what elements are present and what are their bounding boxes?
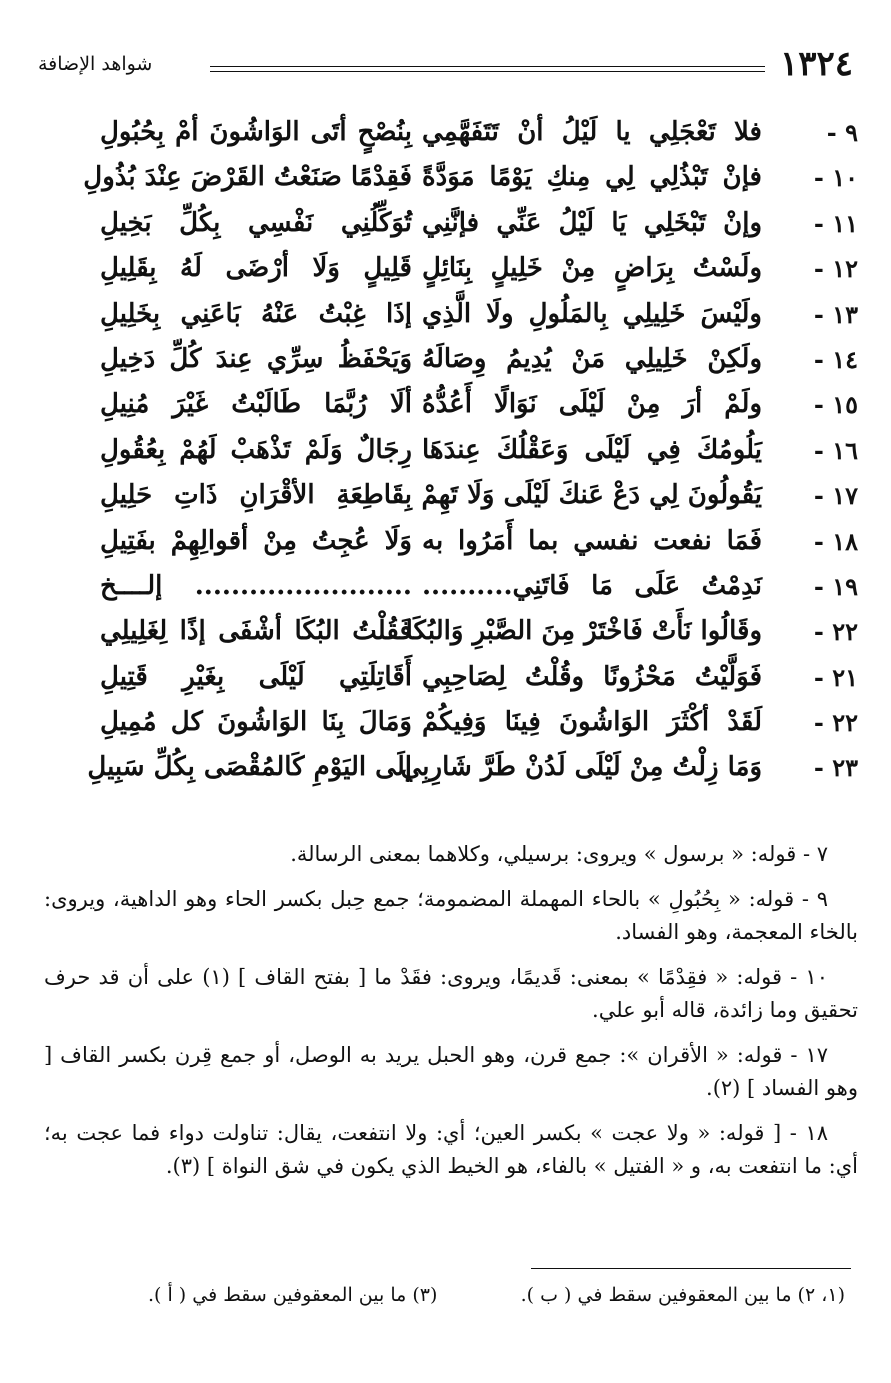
verse-number: ١٧ - bbox=[813, 481, 858, 511]
commentary-note: ٧ - قوله: « برسول » ويروى: برسيلي، وكلاهما بمعنى الرسالة. bbox=[290, 842, 828, 866]
verse-first-hemistich: ولَكِنْ خَلِيلِي مَنْ يُدِيمُ وِصَالَهُ bbox=[422, 343, 762, 374]
commentary-note: ١٧ - قوله: « الأقران »: جمع قرن، وهو الحبل يريد به الوصل، أو جمع قِرن بكسر القاف [ وهو الفساد ] (٢). bbox=[44, 1043, 858, 1100]
verse-row bbox=[40, 473, 858, 518]
verse-first-hemistich: فلا تَعْجَلِي يا لَيْلُ أنْ تَتَفَهَّمِي bbox=[422, 117, 762, 147]
commentary-note: ١٠ - قوله: « فقِدْمًا » بمعنى: قَديمًا، ويروى: فقَدْ ما [ بفتح القاف ] (١) على أن قد حرف تحقيق وما زائدة، قاله أبو علي. bbox=[44, 965, 858, 1022]
verse-row bbox=[40, 246, 858, 291]
verse-second-hemistich: فَقُلْتُ البُكَا أشْفَى إذًا لِغَلِيلِي bbox=[100, 616, 412, 647]
verse-second-hemistich: بِقَاطِعَةِ الأقْرَانِ ذَاتِ حَلِيلِ bbox=[100, 480, 412, 511]
verse-first-hemistich: فإنْ تَبْذُلِي لِي مِنكِ يَوْمًا مَوَدَّةً bbox=[422, 162, 762, 193]
verse-second-hemistich: رِجَالٌ وَلَمْ تَذْهَبْ لَهُمْ بِعُقُولِ bbox=[100, 434, 412, 465]
verse-number: ١٤ - bbox=[813, 344, 858, 374]
verse-second-hemistich: ألَا رُبَّمَا طَالَبْتُ غَيْرَ مُنِيلِ bbox=[100, 389, 412, 420]
verse-second-hemistich: إذَا غِبْتُ عَنْهُ بَاعَنِي بِخَلِيلِ bbox=[100, 298, 412, 329]
footnote: (٣) ما بين المعقوفين سقط في ( أ ). bbox=[148, 1284, 438, 1306]
running-title: شواهد الإضافة bbox=[38, 53, 153, 75]
verse-number: ٢٢ - bbox=[813, 617, 858, 647]
verse-row bbox=[40, 337, 858, 382]
footnote-separator bbox=[531, 1268, 851, 1269]
verse-number: ١٣ - bbox=[813, 299, 858, 329]
verse-row bbox=[40, 292, 858, 337]
verse-row bbox=[40, 428, 858, 473]
verse-number: ١٨ - bbox=[813, 526, 858, 556]
commentary-note: ٩ - قوله: « بِحُبُولِ » بالحاء المهملة المضمومة؛ جمع حِبل بكسر الحاء وهو الداهية، ويروى: بالخاء المعجمة، وهو الفساد. bbox=[44, 887, 858, 944]
verse-row bbox=[40, 655, 858, 700]
verse-row bbox=[40, 700, 858, 745]
verse-number: ٢٣ - bbox=[813, 753, 858, 783]
verse-first-hemistich: يَلُومُكَ فِي لَيْلَى وَعَقْلُكَ عِندَهَا bbox=[422, 434, 762, 465]
verse-row bbox=[40, 609, 858, 654]
verse-second-hemistich: تُوَكِّلُنِي نَفْسِي بِكُلِّ بَخِيلِ bbox=[100, 207, 412, 238]
page-number: ١٣٢٤ bbox=[779, 44, 853, 84]
verse-second-hemistich: وَلَا عُجِتُ مِنْ أقوالِهِمْ بفَتِيلِ bbox=[100, 525, 412, 556]
verse-number: ١٠ - bbox=[813, 163, 858, 193]
verse-number: ١٦ - bbox=[813, 435, 858, 465]
verse-first-hemistich: فَوَلَّيْتُ مَحْزُونًا وقُلْتُ لِصَاحِبِي bbox=[422, 661, 762, 692]
verse-second-hemistich: وَمَالَ بِنَا الوَاشُونَ كل مُمِيلِ bbox=[100, 707, 412, 738]
verse-first-hemistich: وقَالُوا نَأَتْ فَاخْتَرْ مِنَ الصَّبْرِ وَالبُكَا bbox=[405, 616, 762, 647]
verse-first-hemistich: ولَمْ أرَ مِنْ لَيْلَى نَوَالًا أَعُدُّهُ bbox=[422, 389, 762, 420]
verse-first-hemistich: وَمَا زِلْتُ مِنْ لَيْلَى لَدُنْ طَرَّ شَارِبِي bbox=[400, 752, 762, 783]
verse-first-hemistich: ولَسْتُ بِرَاضٍ مِنْ خَلِيلٍ بِنَائِلٍ bbox=[422, 253, 762, 284]
verse-row bbox=[40, 201, 858, 246]
verse-row bbox=[40, 110, 858, 155]
verse-first-hemistich: نَدِمْتُ عَلَى مَا فَاتَنِي.......... bbox=[422, 570, 762, 601]
verse-number: ٢١ - bbox=[813, 662, 858, 692]
footnote: (١، ٢) ما بين المعقوفين سقط في ( ب ). bbox=[520, 1284, 845, 1306]
verse-second-hemistich: وَيَحْفَظُ سِرِّي عِندَ كُلِّ دَخِيلِ bbox=[100, 343, 412, 374]
verse-number: ٩ - bbox=[826, 118, 858, 147]
verse-row bbox=[40, 382, 858, 427]
poem-verses bbox=[40, 110, 858, 791]
verse-second-hemistich: فَقِدْمًا صَنَعْتُ القَرْضَ عِنْدَ بُذُولِ bbox=[83, 162, 412, 193]
verse-number: ١٩ - bbox=[813, 571, 858, 601]
commentary-note: ١٨ - [ قوله: « ولا عجت » بكسر العين؛ أي: ولا انتفعت، يقال: تناولت دواء فما عجت به؛ أي: ما انتفعت به، و « الفتيل » بالفاء، هو الخيط الذي يكون في شق النواة ] (٣). bbox=[44, 1121, 858, 1178]
verse-number: ٢٢ - bbox=[813, 708, 858, 738]
verse-number: ١٥ - bbox=[813, 390, 858, 420]
page-header bbox=[38, 40, 853, 90]
verse-first-hemistich: فَمَا نفعت نفسي بما أَمَرُوا به bbox=[422, 525, 762, 556]
verse-first-hemistich: يَقُولُونَ لِي دَعْ عَنكَ لَيْلَى وَلَا تَهِمْ bbox=[421, 480, 762, 511]
verse-second-hemistich: ........................ إلــــخ bbox=[100, 570, 412, 601]
verse-number: ١١ - bbox=[813, 208, 858, 238]
verse-number: ١٢ - bbox=[813, 254, 858, 284]
verse-row bbox=[40, 155, 858, 200]
verse-second-hemistich: قَلِيلٍ وَلَا أرْضَى لَهُ بِقَلِيلِ bbox=[100, 253, 412, 284]
verse-row bbox=[40, 564, 858, 609]
verse-second-hemistich: بِنُصْحٍ أتَى الوَاشُونَ أمْ بِحُبُولِ bbox=[100, 117, 412, 147]
header-rule bbox=[210, 66, 765, 67]
verse-second-hemistich: أَقَاتِلَتِي لَيْلَى بِغَيْرِ قَتِيلِ bbox=[100, 661, 412, 692]
header-rule bbox=[210, 71, 765, 72]
verse-row bbox=[40, 745, 858, 790]
verse-first-hemistich: وإنْ تَبْخَلِي يَا لَيْلُ عَنِّي فإنَّنِي bbox=[422, 207, 762, 238]
verse-first-hemistich: ولَيْسَ خَلِيلِي بِالمَلُولِ ولَا الَّذِي bbox=[422, 298, 762, 329]
verse-first-hemistich: لَقَدْ أكْثَرَ الوَاشُونَ فِينَا وَفِيكُمْ bbox=[422, 707, 762, 738]
verse-row bbox=[40, 519, 858, 564]
commentary-notes bbox=[44, 838, 858, 1195]
verse-second-hemistich: إلَى اليَوْمِ كَالمُقْصَى بِكُلِّ سَبِيلِ bbox=[87, 752, 412, 783]
